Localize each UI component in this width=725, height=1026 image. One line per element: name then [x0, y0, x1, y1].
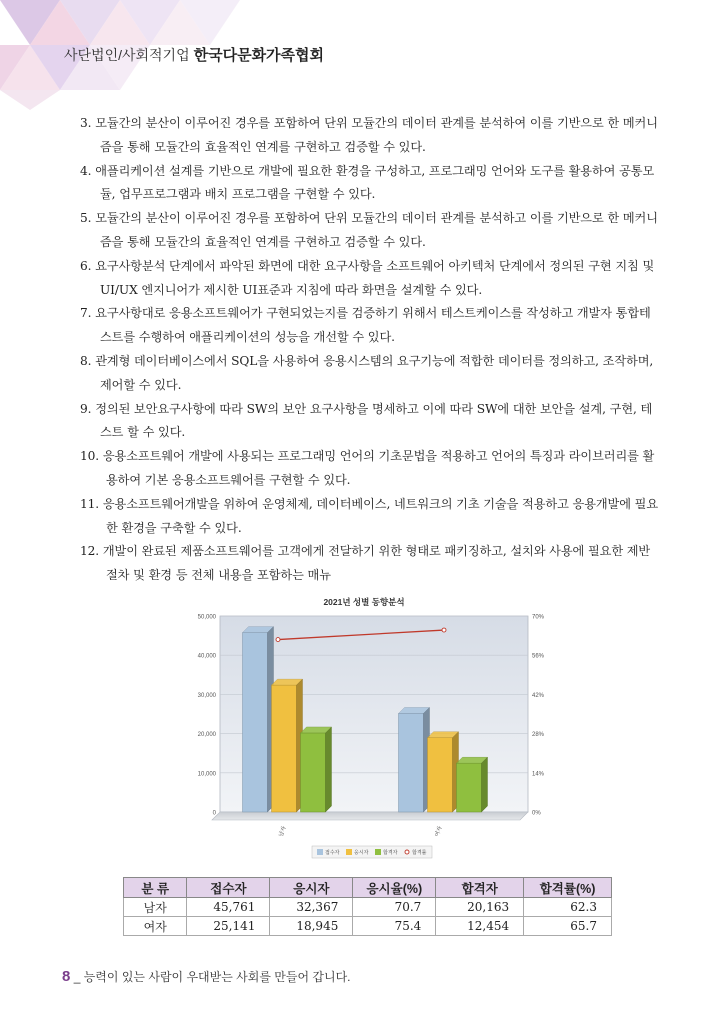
bar [399, 713, 424, 812]
org-name: 한국다문화가족협회 [193, 47, 325, 64]
gender-trend-chart [178, 590, 550, 865]
chart-canvas [178, 590, 550, 865]
y2-tick-label: 56% [532, 653, 545, 660]
y-tick-label: 20,000 [197, 732, 216, 739]
y-tick-label: 50,000 [197, 614, 216, 621]
footer-separator: _ [73, 970, 81, 984]
y-tick-label: 40,000 [197, 653, 216, 660]
table-cell: 62.3 [524, 898, 612, 917]
y2-tick-label: 14% [532, 771, 545, 778]
bar [457, 763, 482, 812]
bar [428, 738, 453, 812]
y2-tick-label: 0% [532, 810, 541, 817]
list-item: 11. 응용소프트웨어개발을 위하여 운영체제, 데이터베이스, 네트워크의 기초 기술을 적용하고 응용개발에 필요한 환경을 구축할 수 있다. [80, 496, 659, 535]
list-item: 9. 정의된 보안요구사항에 따라 SW의 보안 요구사항을 명세하고 이에 따라 SW에 대한 보안을 설계, 구현, 테스트 할 수 있다. [80, 401, 653, 440]
header-organization [64, 44, 324, 65]
list-item: 4. 애플리케이션 설계를 기반으로 개발에 필요한 환경을 구성하고, 프로그래밍 언어와 도구를 활용하여 공통모듈, 업무프로그램과 배치 프로그램을 구현할 수 있다. [80, 163, 655, 202]
table-row [124, 898, 612, 917]
y2-tick-label: 42% [532, 692, 545, 699]
table-cell: 여자 [124, 917, 187, 936]
legend-swatch [317, 849, 323, 855]
x-tick-label: 남자 [278, 825, 288, 838]
page-number: 8 [62, 968, 71, 985]
chart-floor [212, 812, 528, 820]
rate-point [276, 638, 280, 642]
list-item: 7. 요구사항대로 응용소프트웨어가 구현되었는지를 검증하기 위해서 테스트케이스를 작성하고 개발자 통합테스트를 수행하여 애플리케이션의 성능을 개선할 수 있다. [80, 306, 651, 345]
footer-slogan: 능력이 있는 사람이 우대받는 사회를 만들어 갑니다. [83, 970, 351, 984]
y2-tick-label: 70% [532, 614, 545, 621]
y2-tick-label: 28% [532, 732, 545, 739]
rate-point [442, 628, 446, 632]
table-cell: 65.7 [524, 917, 612, 936]
table-cell: 70.7 [353, 898, 436, 917]
statistics-table [123, 877, 612, 936]
legend-label: 접수자 [325, 850, 340, 856]
column-header: 합격자 [436, 878, 524, 898]
legend-label: 응시자 [354, 850, 369, 856]
table-cell: 18,945 [270, 917, 353, 936]
table-cell: 20,163 [436, 898, 524, 917]
legend-swatch [405, 850, 409, 854]
table-cell: 25,141 [187, 917, 270, 936]
list-item: 3. 모듈간의 분산이 이루어진 경우를 포함하여 단위 모듈간의 데이터 관계를 분석하여 이를 기반으로 한 메커니즘을 통해 모듈간의 효율적인 연계를 구현하고 검증할 수 있다. [80, 116, 658, 154]
bar [243, 633, 268, 812]
org-prefix: 사단법인/사회적기업 [64, 47, 190, 63]
column-header: 분 류 [124, 878, 187, 898]
table-cell: 12,454 [436, 917, 524, 936]
legend-swatch [346, 849, 352, 855]
bar [301, 733, 326, 812]
list-item: 12. 개발이 완료된 제품소프트웨어를 고객에게 전달하기 위한 형태로 패키징하고, 설치와 사용에 필요한 제반 절차 및 환경 등 전체 내용을 포함하는 매뉴 [80, 544, 651, 583]
competency-list [80, 112, 660, 588]
y-tick-label: 10,000 [197, 771, 216, 778]
chart-title: 2021년 성별 동향분석 [323, 597, 405, 607]
column-header: 합격률(%) [524, 878, 612, 898]
legend-swatch [375, 849, 381, 855]
legend-label: 합격률 [412, 850, 427, 856]
table-cell: 75.4 [353, 917, 436, 936]
list-item: 6. 요구사항분석 단계에서 파악된 화면에 대한 요구사항을 소프트웨어 아키텍처 단계에서 정의된 구현 지침 및 UI/UX 엔지니어가 제시한 UI표준과 지침에 따라 화면을 설계할 수 있다. [80, 258, 655, 297]
y-tick-label: 30,000 [197, 692, 216, 699]
table-row [124, 917, 612, 936]
table-cell: 남자 [124, 898, 187, 917]
column-header: 응시자 [270, 878, 353, 898]
column-header: 접수자 [187, 878, 270, 898]
chart-legend [312, 846, 432, 858]
table-cell: 45,761 [187, 898, 270, 917]
x-tick-label: 여자 [434, 825, 444, 838]
bar-side [482, 757, 488, 812]
table-cell: 32,367 [270, 898, 353, 917]
bar [272, 685, 297, 812]
list-item: 8. 관계형 데이터베이스에서 SQL을 사용하여 응용시스템의 요구기능에 적합한 데이터를 정의하고, 조작하며, 제어할 수 있다. [80, 353, 654, 392]
list-item: 5. 모듈간의 분산이 이루어진 경우를 포함하여 단위 모듈간의 데이터 관계를 분석하고 이를 기반으로 한 메커니즘을 통해 모듈간의 효율적인 연계를 구현하고 검증할 수 있다. [80, 211, 658, 249]
legend-label: 합격자 [383, 850, 398, 856]
bar-side [326, 727, 332, 812]
page-footer [62, 968, 351, 985]
table-header-row [124, 878, 612, 898]
list-item: 10. 응용소프트웨어 개발에 사용되는 프로그래밍 언어의 기초문법을 적용하고 언어의 특징과 라이브러리를 활용하여 기본 응용소프트웨어를 구현할 수 있다. [80, 449, 655, 487]
column-header: 응시율(%) [353, 878, 436, 898]
y-tick-label: 0 [212, 810, 216, 817]
